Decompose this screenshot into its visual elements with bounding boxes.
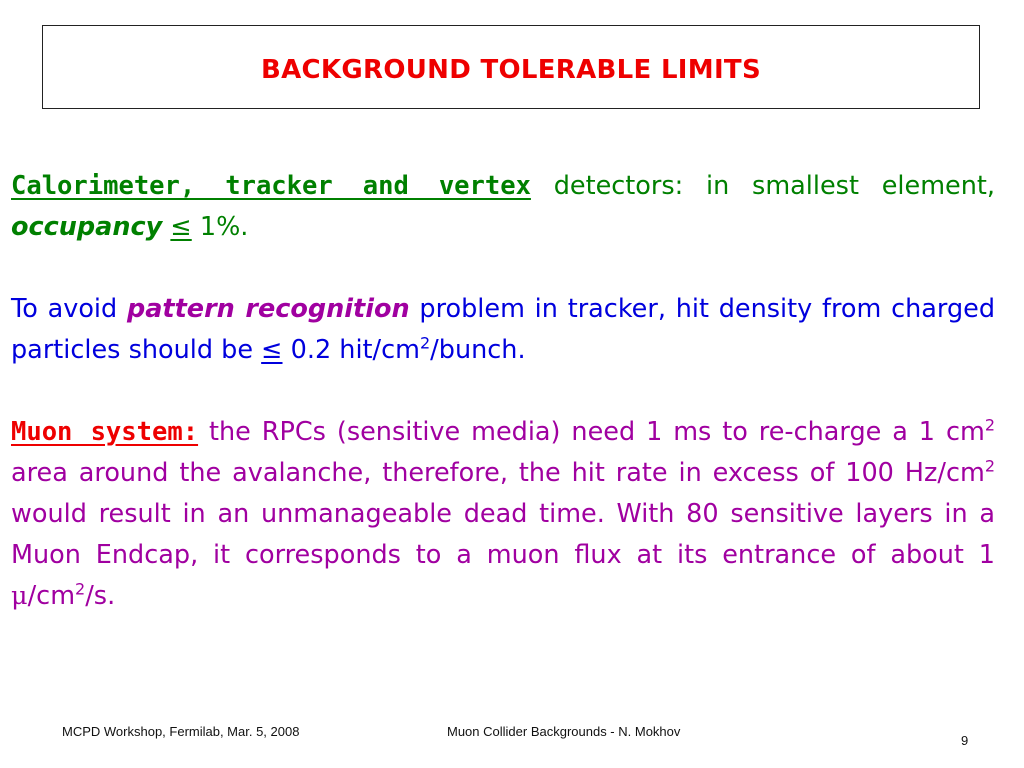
muon-text-1: the RPCs (sensitive media) need 1 ms to re-charge a 1 cm [198, 417, 985, 447]
occupancy-limit: 1%. [191, 212, 249, 242]
title-box [42, 25, 980, 109]
superscript-2-c: 2 [75, 579, 86, 599]
superscript-2-b: 2 [984, 456, 995, 476]
mu-symbol: μ [11, 581, 28, 611]
less-equal-symbol: ≤ [170, 212, 192, 242]
detectors-text: detectors: in smallest element, [530, 171, 995, 201]
slide-title: BACKGROUND TOLERABLE LIMITS [261, 55, 761, 85]
paragraph-pattern-recognition [11, 289, 995, 371]
per-bunch: /bunch. [430, 335, 526, 365]
pattern-text-start: To avoid [11, 294, 127, 324]
detectors-heading: Calorimeter, tracker and vertex [11, 171, 531, 201]
paragraph-muon-system [11, 412, 995, 617]
paragraph-detectors [11, 166, 995, 248]
muon-text-3: would result in an unmanageable dead time. With 80 sensitive layers in a Muon Endcap, it corresponds to a muon flux at its entrance of about 1 [11, 499, 995, 570]
pattern-recognition-term: pattern recognition [126, 294, 410, 324]
footer-talk-title: Muon Collider Backgrounds - N. Mokhov [447, 724, 681, 739]
superscript-2-a: 2 [984, 415, 995, 435]
muon-system-heading: Muon system: [11, 417, 199, 447]
hit-density-value: 0.2 hit/cm [282, 335, 420, 365]
occupancy-term: occupancy [11, 212, 163, 242]
muon-text-5: /s. [85, 581, 116, 611]
footer-event: MCPD Workshop, Fermilab, Mar. 5, 2008 [62, 724, 300, 739]
muon-text-2: area around the avalanche, therefore, the hit rate in excess of 100 Hz/cm [11, 458, 985, 488]
less-equal-symbol-2: ≤ [261, 335, 283, 365]
superscript-2: 2 [419, 333, 431, 353]
page-number: 9 [961, 733, 969, 748]
pattern-text-middle: problem in tracker, hit density from charged particles should be [11, 294, 996, 365]
muon-text-4: /cm [27, 581, 76, 611]
